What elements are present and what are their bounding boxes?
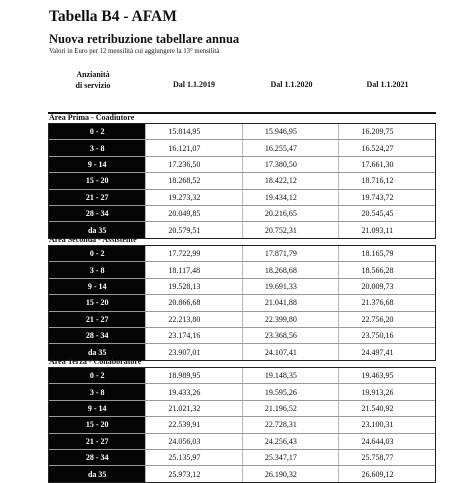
table-row (49, 295, 435, 311)
salary-value-cell: 20.579,51 (145, 222, 242, 237)
salary-value-cell: 19.691,33 (242, 279, 339, 294)
area-grid (48, 367, 436, 483)
salary-value-cell: 20.752,31 (242, 222, 339, 237)
seniority-band-cell: 15 - 20 (49, 295, 145, 310)
salary-value-cell: 21.540,92 (338, 401, 435, 416)
salary-value-cell: 22.756,20 (338, 312, 435, 327)
seniority-band-cell: 28 - 34 (49, 206, 145, 221)
salary-value-cell: 19.273,32 (145, 190, 242, 205)
salary-value-cell: 20.545,45 (338, 206, 435, 221)
salary-value-cell: 16.209,75 (338, 124, 435, 139)
seniority-band-cell: 0 - 2 (49, 124, 145, 139)
table-row (49, 246, 435, 262)
table-row (49, 434, 435, 450)
salary-value-cell: 22.399,80 (242, 312, 339, 327)
salary-value-cell: 20.049,85 (145, 206, 242, 221)
table-row (49, 417, 435, 433)
table-row (49, 190, 435, 206)
salary-value-cell: 18.989,95 (145, 368, 242, 383)
salary-value-cell: 23.100,31 (338, 417, 435, 432)
column-header-seniority-line2: di servizio (75, 81, 111, 90)
salary-value-cell: 21.021,32 (145, 401, 242, 416)
salary-value-cell: 20.866,68 (145, 295, 242, 310)
seniority-band-cell: 3 - 8 (49, 384, 145, 399)
area-section (48, 357, 436, 483)
column-header-2021: Dal 1.1.2021 (366, 80, 409, 89)
salary-value-cell: 19.434,12 (242, 190, 339, 205)
salary-value-cell: 16.255,47 (242, 140, 339, 155)
area-section (48, 113, 436, 239)
seniority-band-cell: 21 - 27 (49, 190, 145, 205)
salary-value-cell: 25.135,97 (145, 450, 242, 465)
salary-value-cell: 24.497,41 (338, 344, 435, 359)
salary-value-cell: 26.609,12 (338, 466, 435, 481)
salary-value-cell: 20.009,73 (338, 279, 435, 294)
seniority-band-cell: da 35 (49, 222, 145, 237)
seniority-band-cell: 15 - 20 (49, 173, 145, 188)
salary-value-cell: 21.196,52 (242, 401, 339, 416)
table-row (49, 328, 435, 344)
seniority-band-cell: 28 - 34 (49, 450, 145, 465)
seniority-band-cell: da 35 (49, 466, 145, 481)
salary-value-cell: 22.539,91 (145, 417, 242, 432)
salary-value-cell: 21.093,11 (338, 222, 435, 237)
table-row (49, 466, 435, 481)
salary-value-cell: 16.121,07 (145, 140, 242, 155)
salary-value-cell: 18.566,28 (338, 262, 435, 277)
salary-value-cell: 19.595,26 (242, 384, 339, 399)
salary-value-cell: 21.376,68 (338, 295, 435, 310)
salary-value-cell: 25.758,77 (338, 450, 435, 465)
table-row (49, 262, 435, 278)
document-title: Tabella B4 - AFAM (49, 8, 177, 25)
salary-value-cell: 18.165,79 (338, 246, 435, 261)
area-title: Area Prima - Coadiutore (49, 113, 135, 122)
salary-value-cell: 17.722,99 (145, 246, 242, 261)
salary-value-cell: 25.347,17 (242, 450, 339, 465)
salary-value-cell: 17.236,50 (145, 157, 242, 172)
table-row (49, 384, 435, 400)
seniority-band-cell: 21 - 27 (49, 312, 145, 327)
column-header-2019: Dal 1.1.2019 (173, 80, 215, 89)
area-title: Area Seconda - Assistente (49, 235, 137, 244)
salary-value-cell: 19.913,26 (338, 384, 435, 399)
seniority-band-cell: 0 - 2 (49, 246, 145, 261)
column-header-row (0, 65, 474, 111)
table-row (49, 206, 435, 222)
salary-value-cell: 24.256,43 (242, 434, 339, 449)
salary-value-cell: 21.041,88 (242, 295, 339, 310)
column-header-seniority-line1: Anzianità (76, 70, 110, 79)
salary-value-cell: 24.107,41 (242, 344, 339, 359)
salary-value-cell: 18.268,52 (145, 173, 242, 188)
salary-value-cell: 18.268,68 (242, 262, 339, 277)
salary-value-cell: 19.743,72 (338, 190, 435, 205)
area-section (48, 235, 436, 361)
salary-value-cell: 25.973,12 (145, 466, 242, 481)
salary-value-cell: 19.433,26 (145, 384, 242, 399)
document-note: Valori in Euro per 12 mensilità cui aggiungere la 13° mensilità (49, 48, 220, 55)
salary-value-cell: 19.148,35 (242, 368, 339, 383)
seniority-band-cell: 9 - 14 (49, 157, 145, 172)
table-row (49, 401, 435, 417)
salary-value-cell: 15.814,95 (145, 124, 242, 139)
column-header-seniority (49, 69, 137, 91)
salary-value-cell: 19.463,95 (338, 368, 435, 383)
seniority-band-cell: 28 - 34 (49, 328, 145, 343)
salary-value-cell: 16.524,27 (338, 140, 435, 155)
seniority-band-cell: 9 - 14 (49, 279, 145, 294)
seniority-band-cell: 3 - 8 (49, 262, 145, 277)
seniority-band-cell: 0 - 2 (49, 368, 145, 383)
salary-value-cell: 23.907,01 (145, 344, 242, 359)
salary-value-cell: 23.750,16 (338, 328, 435, 343)
salary-value-cell: 20.216,65 (242, 206, 339, 221)
seniority-band-cell: 3 - 8 (49, 140, 145, 155)
table-row (49, 450, 435, 466)
salary-value-cell: 15.946,95 (242, 124, 339, 139)
salary-value-cell: 18.117,48 (145, 262, 242, 277)
seniority-band-cell: 15 - 20 (49, 417, 145, 432)
salary-value-cell: 17.661,30 (338, 157, 435, 172)
table-row (49, 124, 435, 140)
salary-value-cell: 23.368,56 (242, 328, 339, 343)
table-row (49, 173, 435, 189)
area-title: Area Terza - Collaboratore (49, 357, 142, 366)
salary-value-cell: 24.644,03 (338, 434, 435, 449)
table-row (49, 157, 435, 173)
seniority-band-cell: 9 - 14 (49, 401, 145, 416)
salary-value-cell: 19.528,13 (145, 279, 242, 294)
salary-value-cell: 26.190,32 (242, 466, 339, 481)
salary-value-cell: 17.380,50 (242, 157, 339, 172)
seniority-band-cell: da 35 (49, 344, 145, 359)
table-row (49, 140, 435, 156)
salary-value-cell: 17.871,79 (242, 246, 339, 261)
salary-value-cell: 23.174,16 (145, 328, 242, 343)
area-grid (48, 245, 436, 361)
table-row (49, 279, 435, 295)
salary-value-cell: 24.056,03 (145, 434, 242, 449)
table-row (49, 368, 435, 384)
salary-value-cell: 18.716,12 (338, 173, 435, 188)
salary-value-cell: 22.728,31 (242, 417, 339, 432)
document-subtitle: Nuova retribuzione tabellare annua (49, 32, 240, 46)
salary-value-cell: 22.213,80 (145, 312, 242, 327)
salary-value-cell: 18.422,12 (242, 173, 339, 188)
area-grid (48, 123, 436, 239)
column-header-2020: Dal 1.1.2020 (270, 80, 313, 89)
table-row (49, 312, 435, 328)
seniority-band-cell: 21 - 27 (49, 434, 145, 449)
